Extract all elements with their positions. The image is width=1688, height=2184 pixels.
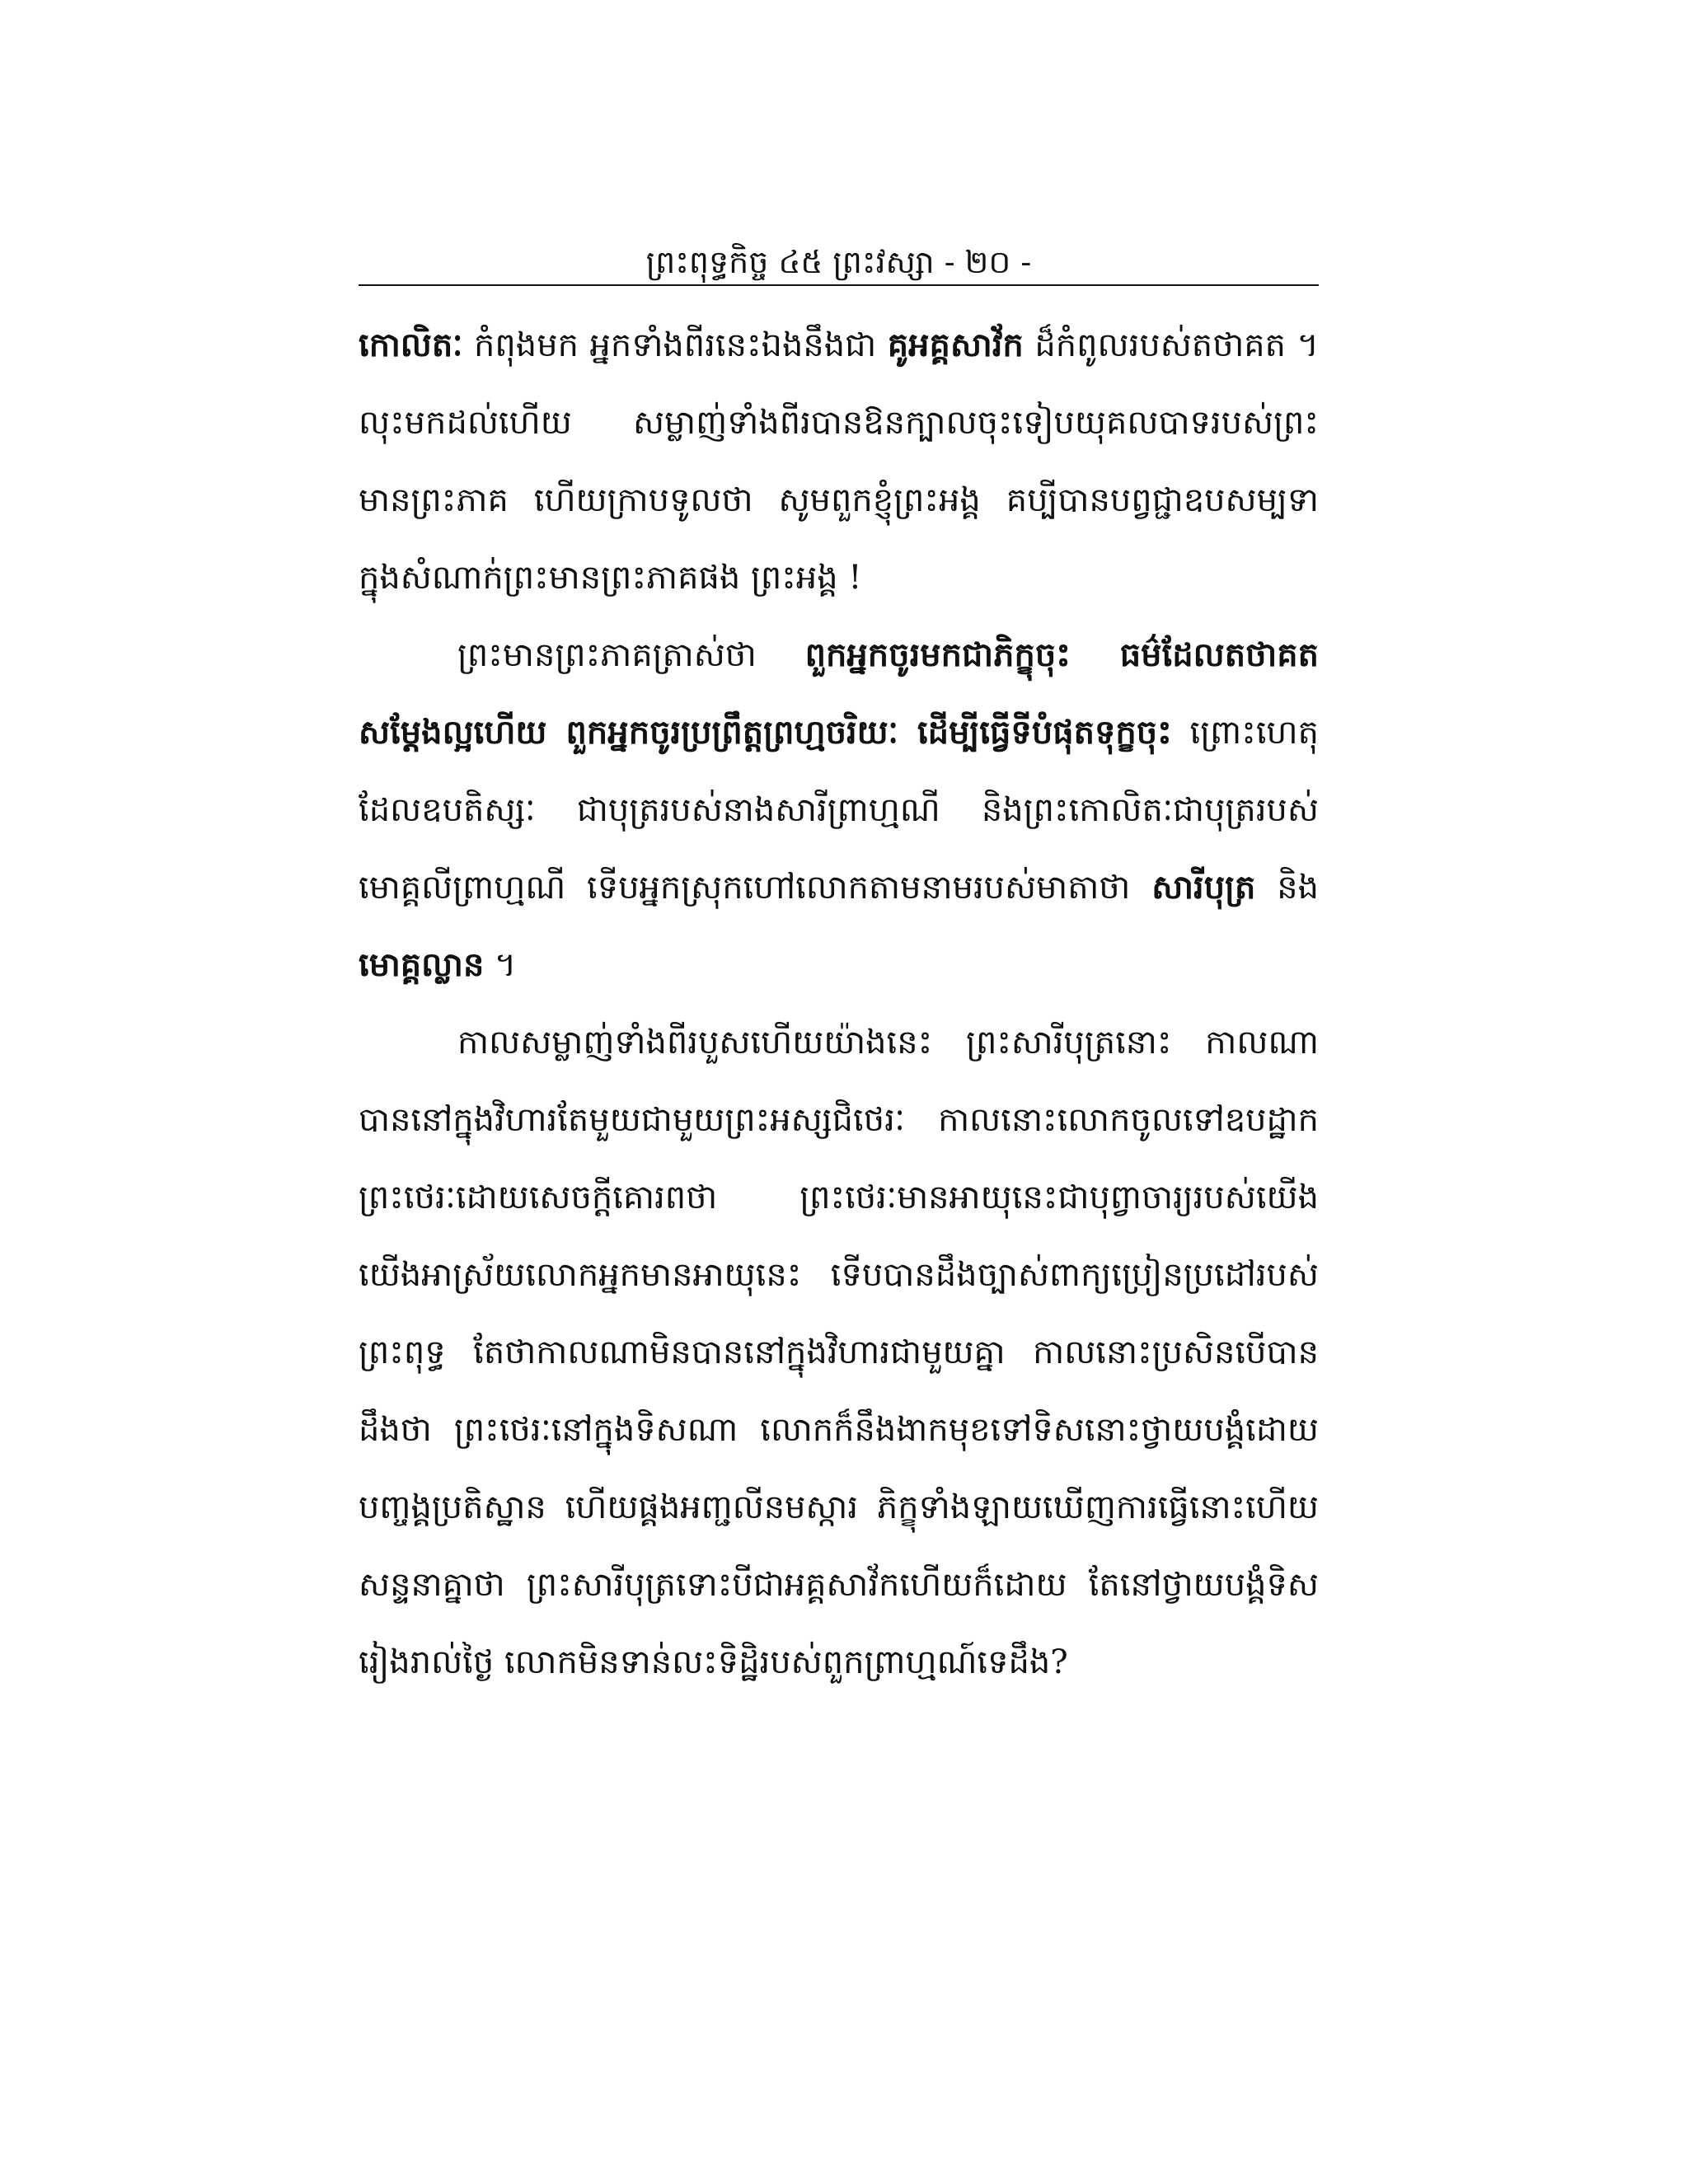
running-head-title: ព្រះពុទ្ធកិច្ច ៤៥ ព្រះវស្សា [645,244,935,280]
text-run: និង [1255,869,1320,907]
text-run: កំពុងមក អ្នកទាំងពីរនេះឯងនឹងជា [462,326,888,364]
text-run: ពួកអ្នកចូរមកជាភិក្ខុចុះ ធម៌ដែលតថាគតសម្តែងល្អហើយ ពួកអ្នកចូរប្រព្រឹត្តព្រហ្មចរិយៈ ដើម្បីធ្វើទីបំផុតទុក្ខចុះ [359,635,1320,752]
text-run: គូអគ្គសាវ័ក [887,326,1024,364]
running-head [359,237,1319,287]
paragraph-2 [359,616,1319,1004]
page-number: - ២០ - [944,244,1032,280]
paragraph-1 [359,307,1319,616]
text-run: មោគ្គល្លាន [359,945,485,984]
paragraph-3 [359,1004,1319,1701]
text-run: ។ [484,946,517,984]
header-rule [359,284,1319,286]
text-run: សារីបុត្រ [1151,868,1256,907]
text-run: ព្រះមានព្រះភាគត្រាស់ថា [457,636,805,674]
text-run: កាលសម្លាញ់ទាំងពីរបួសហើយយ៉ាងនេះ ព្រះសារីបុត្រនោះ កាលណាបាននៅក្នុងវិហារតែមួយជាមួយព្រះអស្សជិថេរៈ កាលនោះលោកចូលទៅឧបដ្ឋាកព្រះថេរៈដោយសេចក្តីគោរពថា ព្រះថេរៈមានអាយុនេះជាបុព្វាចារ្យរបស់យើង យើងអាស្រ័យលោកអ្នកមានអាយុនេះ ទើបបានដឹងច្បាស់ពាក្យប្រៀនប្រដៅរបស់ព្រះពុទ្ធ តែថាកាលណាមិនបាននៅក្នុងវិហារជាមួយគ្នា កាលនោះប្រសិនបើបានដឹងថា ព្រះថេរៈនៅក្នុងទិសណា លោកក៏នឹងងាកមុខទៅទិសនោះថ្វាយបង្គំដោយបញ្ចង្គប្រតិស្ឋាន ហើយផ្គងអញ្ជលីនមស្ការ ភិក្ខុទាំងឡាយឃើញការធ្វើនោះហើយ សន្ទនាគ្នាថា ព្រះសារីបុត្រទោះបីជាអគ្គសាវ័កហើយក៏ដោយ តែនៅថ្វាយបង្គំទិសរៀងរាល់ថ្ងៃ លោកមិនទាន់លះទិដ្ឋិរបស់ពួកព្រាហ្មណ៍ទេដឹង? [359,1024,1319,1681]
text-run: ព្រោះហេតុដែលឧបតិស្សៈ ជាបុត្ររបស់នាងសារីព្រាហ្មណី និងព្រះកោលិតៈជាបុត្ររបស់មោគ្គលីព្រាហ្មណី ទើបអ្នកស្រុកហៅលោកតាមនាមរបស់មាតាថា [359,714,1319,907]
text-run: កោលិតៈ [359,326,463,364]
text-run: ដ៏កំពូលរបស់តថាគត ។ លុះមកដល់ហើយ សម្លាញ់ទាំងពីរបានឱនក្បាលចុះទៀបយុគលបាទរបស់ព្រះមានព្រះភាគ ហើយក្រាបទូលថា សូមពួកខ្ញុំព្រះអង្គ គប្បីបានបព្វជ្ជាឧបសម្បទា ក្នុងសំណាក់ព្រះមានព្រះភាគផង ព្រះអង្គ ! [359,326,1319,597]
body-text [359,307,1320,1681]
